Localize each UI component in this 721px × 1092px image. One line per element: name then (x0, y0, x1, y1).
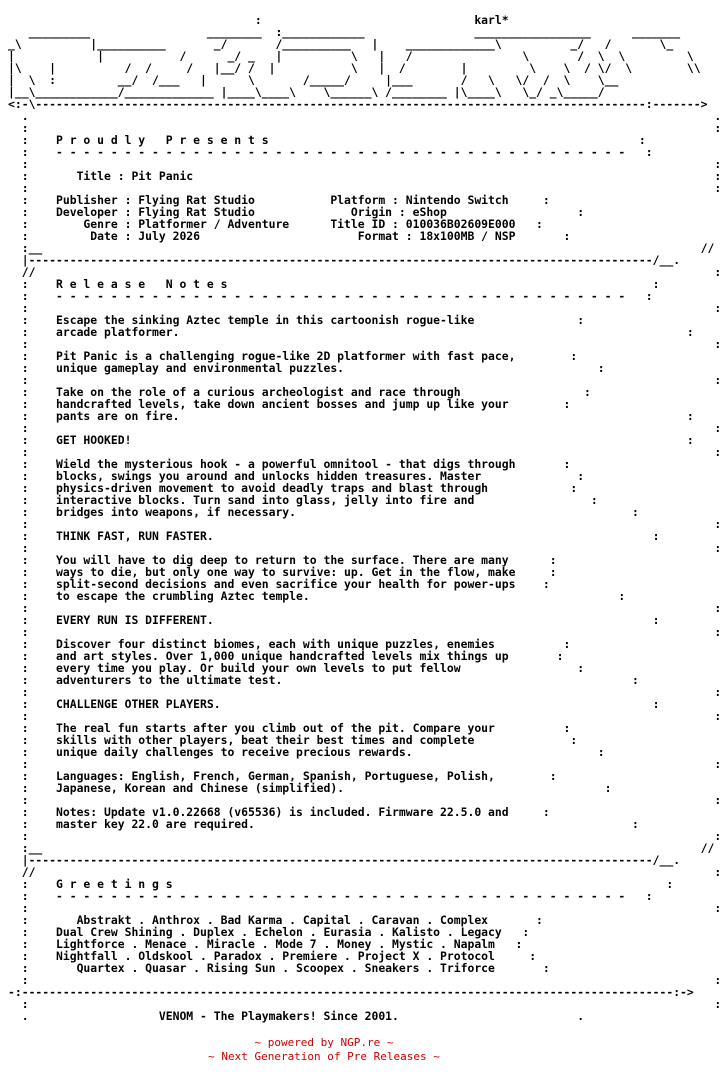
nfo-line: : : (8, 625, 721, 639)
nfo-line: : arcade platformer. : (8, 325, 694, 339)
nfo-line: : Dual Crew Shining . Duplex . Echelon . Eurasia . Kalisto . Legacy : (8, 925, 530, 939)
nfo-line: : THINK FAST, RUN FASTER. : (8, 529, 660, 543)
nfo-line: : : (8, 337, 721, 351)
nfo-line: :__ // (8, 841, 715, 855)
nfo-line: : Developer : Flying Rat Studio Origin : eShop : (8, 205, 585, 219)
nfo-line: : Abstrakt . Anthrox . Bad Karma . Capital . Caravan . Complex : (8, 913, 543, 927)
nfo-line: : : (8, 541, 721, 555)
nfo-line: : Publisher : Flying Rat Studio Platform : Nintendo Switch : (8, 193, 550, 207)
nfo-line: : Take on the role of a curious archeologist and race through : (8, 385, 591, 399)
nfo-line: _________ ________ :____________ _________________ _______ (8, 25, 681, 39)
nfo-line: : blocks, swings you around and unlocks hidden treasures. Master : (8, 469, 585, 483)
nfo-line: : : (8, 709, 721, 723)
nfo-line: _\ |__________ _/ /__________ | _____________\ _/ / \_ (8, 37, 674, 51)
nfo-line: // : (8, 265, 721, 279)
nfo-line: : : (8, 301, 721, 315)
nfo-line: : Notes: Update v1.0.22668 (v65536) is included. Firmware 22.5.0 and : (8, 805, 550, 819)
nfo-line: : G r e e t i n g s : (8, 877, 674, 891)
nfo-line: : : (8, 685, 721, 699)
nfo-line: -:-----------------------------------------------------------------------------------------------:-> (8, 985, 694, 999)
nfo-line: : : (8, 793, 721, 807)
nfo-line: : : (8, 973, 721, 987)
nfo-line: : You will have to dig deep to return to the surface. There are many : (8, 553, 557, 567)
nfo-line: : P r o u d l y P r e s e n t s : (8, 133, 646, 147)
nfo-line: . . (8, 109, 721, 123)
nfo-line: // : (8, 865, 721, 879)
nfo-line: : and art styles. Over 1,000 unique handcrafted levels mix things up : (8, 649, 564, 663)
nfo-line: | | / _/ _ | \ | / \ / \ \ \ (8, 49, 694, 63)
nfo-line: : handcrafted levels, take down ancient bosses and jump up like your : (8, 397, 571, 411)
nfo-line: : Japanese, Korean and Chinese (simplified). : (8, 781, 612, 795)
nfo-line (8, 1022, 721, 1034)
nfo-line: : : (8, 445, 721, 459)
nfo-line: : : (8, 517, 721, 531)
nfo-line: : bridges into weapons, if necessary. : (8, 505, 639, 519)
nfo-line: : : (8, 181, 721, 195)
nfo-line: : physics-driven movement to avoid deadly traps and blast through : (8, 481, 578, 495)
nfo-line: : EVERY RUN IS DIFFERENT. : (8, 613, 660, 627)
nfo-line: : adventurers to the ultimate test. : (8, 673, 639, 687)
nfo-line: : R e l e a s e N o t e s : (8, 277, 660, 291)
nfo-line: : : (8, 901, 721, 915)
nfo-line: : every time you play. Or build your own levels to put fellow : (8, 661, 585, 675)
nfo-line: : Genre : Platformer / Adventure Title ID : 010036B02609E000 : (8, 217, 543, 231)
nfo-line: : pants are on fire. : (8, 409, 694, 423)
nfo-line: : unique gameplay and environmental puzzles. : (8, 361, 605, 375)
nfo-line: : : (8, 601, 721, 615)
nfo-line: : Nightfall . Oldskool . Paradox . Premiere . Project X . Protocol : (8, 949, 537, 963)
nfo-line: : - - - - - - - - - - - - - - - - - - - - - - - - - - - - - - - - - - - - - - - - - - : (8, 289, 653, 303)
nfo-line: |\ | / / / |__/ / | \ | / | \ \ / \/ \ \\ (8, 61, 701, 75)
nfo-line: : skills with other players, beat their best times and complete : (8, 733, 578, 747)
nfo-line: : Pit Panic is a challenging rogue-like 2D platformer with fast pace, : (8, 349, 578, 363)
nfo-line: |__\____________/_____________ |____\____\ \______\ /________ |\____\ \_/ _\_____/ (8, 85, 605, 99)
nfo-line: : Lightforce . Menace . Miracle . Mode 7 . Money . Mystic . Napalm : (8, 937, 523, 951)
nfo-line: : Wield the mysterious hook - a powerful omnitool - that digs through : (8, 457, 571, 471)
nfo-line: |-------------------------------------------------------------------------------------------/__. (8, 253, 681, 267)
nfo-line: : The real fun starts after you climb out of the pit. Compare your : (8, 721, 571, 735)
nfo-line: : split-second decisions and even sacrifice your health for power-ups : (8, 577, 550, 591)
nfo-line: | \ : __/ /___ | \ /_____/ |___ / \ \/ / \ \__ (8, 73, 626, 87)
nfo-line: . VENOM - The Playmakers! Since 2001. . (8, 1009, 585, 1023)
nfo-line: : Date : July 2026 Format : 18x100MB / NSP : (8, 229, 571, 243)
nfo-line: : Title : Pit Panic : (8, 169, 721, 183)
nfo-line: : - - - - - - - - - - - - - - - - - - - - - - - - - - - - - - - - - - - - - - - - - - : (8, 145, 653, 159)
nfo-line: : Languages: English, French, German, Spanish, Portuguese, Polish, : (8, 769, 557, 783)
nfo-line: <:-\-----------------------------------------------------------------------------------------:-------> (8, 97, 708, 111)
nfo-line: : to escape the crumbling Aztec temple. : (8, 589, 626, 603)
nfo-line: :__ // (8, 241, 715, 255)
footer-powered-by: ~ powered by NGP.re ~ (254, 1036, 394, 1049)
nfo-line: : master key 22.0 are required. : (8, 817, 639, 831)
nfo-line: : unique daily challenges to receive precious rewards. : (8, 745, 605, 759)
nfo-text-block (8, 14, 721, 1034)
nfo-line: : : (8, 997, 721, 1011)
nfo-line: : : (8, 121, 721, 135)
nfo-line: : : (8, 829, 721, 843)
nfo-line: : - - - - - - - - - - - - - - - - - - - - - - - - - - - - - - - - - - - - - - - - - - : (8, 889, 653, 903)
nfo-line: : Quartex . Quasar . Rising Sun . Scoopex . Sneakers . Triforce : (8, 961, 550, 975)
nfo-line: : interactive blocks. Turn sand into glass, jelly into fire and : (8, 493, 598, 507)
nfo-line: : GET HOOKED! : (8, 433, 694, 447)
nfo-line: |-------------------------------------------------------------------------------------------/__. (8, 853, 681, 867)
nfo-line: : : (8, 757, 721, 771)
footer-tagline: ~ Next Generation of Pre Releases ~ (208, 1050, 440, 1063)
nfo-line: : ways to die, but only one way to survive: up. Get in the flow, make : (8, 565, 557, 579)
nfo-line: : CHALLENGE OTHER PLAYERS. : (8, 697, 660, 711)
nfo-line: : Escape the sinking Aztec temple in this cartoonish rogue-like : (8, 313, 585, 327)
nfo-line: : Discover four distinct biomes, each with unique puzzles, enemies : (8, 637, 571, 651)
nfo-line: : : (8, 157, 721, 171)
nfo-line: : : (8, 373, 721, 387)
nfo-line: : : (8, 421, 721, 435)
footer (0, 1036, 648, 1064)
nfo-line: : karl* (8, 13, 585, 27)
